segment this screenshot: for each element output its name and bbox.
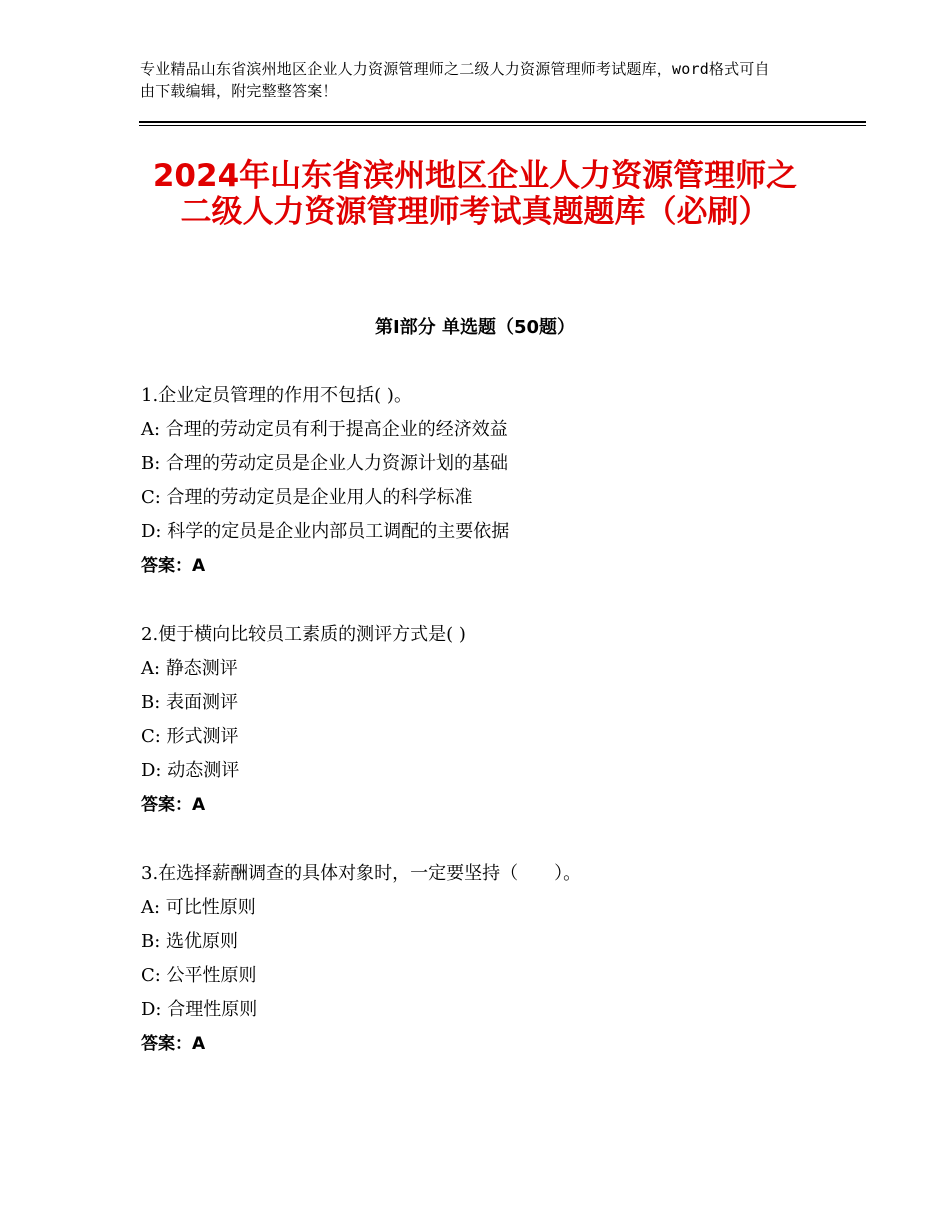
document-title: 2024年山东省滨州地区企业人力资源管理师之二级人力资源管理师考试真题题库（必刷） [152,158,798,230]
option-a: A: 静态测评 [141,658,238,679]
question-stem: 2.便于横向比较员工素质的测评方式是( ) [141,624,466,645]
answer: 答案：A [141,1034,206,1054]
section-title: 第Ⅰ部分 单选题（50题） [374,317,575,338]
header-note: 专业精品山东省滨州地区企业人力资源管理师之二级人力资源管理师考试题库，word格式可自由下载编辑，附完整整答案！ [140,60,770,100]
option-b: B: 表面测评 [141,692,239,713]
option-c: C: 合理的劳动定员是企业用人的科学标准 [141,487,473,508]
header-divider-thick [139,121,866,123]
question-stem: 1.企业定员管理的作用不包括( )。 [141,385,412,406]
option-a: A: 合理的劳动定员有利于提高企业的经济效益 [141,419,508,440]
option-b: B: 选优原则 [141,931,239,952]
option-d: D: 合理性原则 [141,999,258,1020]
header-divider-thin [139,125,866,126]
option-c: C: 公平性原则 [141,965,257,986]
option-d: D: 动态测评 [141,760,240,781]
question-1 [141,379,841,583]
question-2 [141,618,841,822]
answer: 答案：A [141,556,206,576]
question-stem: 3.在选择薪酬调查的具体对象时，一定要坚持（ ）。 [141,863,582,884]
option-a: A: 可比性原则 [141,897,256,918]
question-3 [141,857,841,1061]
answer: 答案：A [141,795,206,815]
option-b: B: 合理的劳动定员是企业人力资源计划的基础 [141,453,509,474]
option-c: C: 形式测评 [141,726,239,747]
option-d: D: 科学的定员是企业内部员工调配的主要依据 [141,521,510,542]
